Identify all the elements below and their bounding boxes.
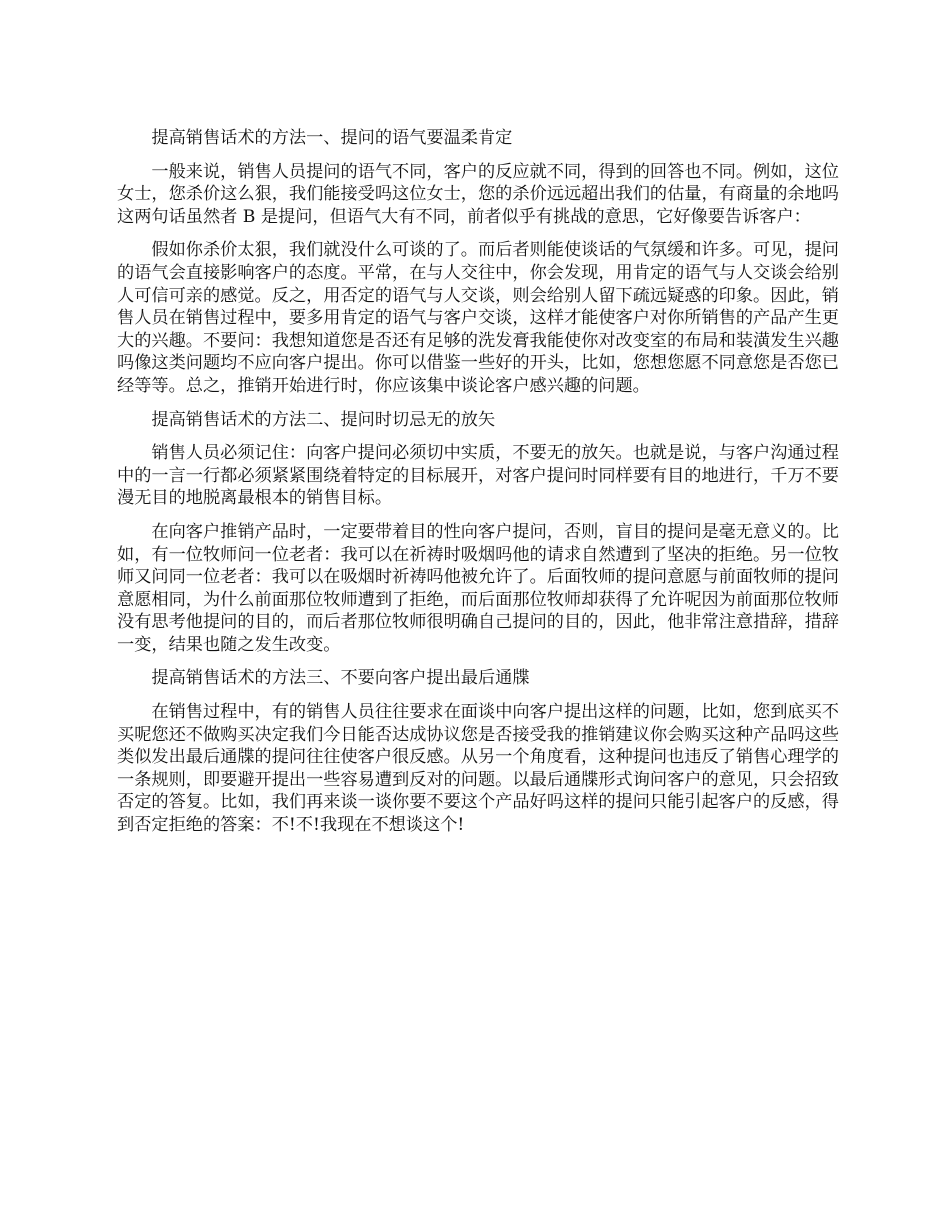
paragraph: 在向客户推销产品时，一定要带着目的性向客户提问，否则，盲目的提问是毫无意义的。比如，有一位牧师问一位老者：我可以在祈祷时吸烟吗他的请求自然遭到了坚决的拒绝。另一位牧师又问同一位老者：我可以在吸烟时祈祷吗他被允许了。后面牧师的提问意愿与前面牧师的提问意愿相同，为什么前面那位牧师遭到了拒绝，而后面那位牧师却获得了允许呢因为前面那位牧师没有思考他提问的目的，而后者那位牧师很明确自己提问的目的，因此，他非常注意措辞，措辞一变，结果也随之发生改变。 bbox=[117, 521, 839, 655]
paragraph: 一般来说，销售人员提问的语气不同，客户的反应就不同，得到的回答也不同。例如，这位女士，您杀价这么狠，我们能接受吗这位女士，您的杀价远远超出我们的估量，有商量的余地吗这两句话虽然者 B 是提问，但语气大有不同，前者似乎有挑战的意思，它好像要告诉客户： bbox=[117, 161, 839, 227]
section-heading-1: 提高销售话术的方法一、提问的语气要温柔肯定 bbox=[151, 128, 513, 148]
section-heading-3: 提高销售话术的方法三、不要向客户提出最后通牒 bbox=[151, 668, 530, 689]
document-body bbox=[117, 127, 839, 848]
paragraph: 在销售过程中，有的销售人员往往要求在面谈中向客户提出这样的问题，比如，您到底买不买呢您还不做购买决定我们今日能否达成协议您是否接受我的推销建议你会购买这种产品吗这些类似发出最后通牒的提问往往使客户很反感。从另一个角度看，这种提问也违反了销售心理学的一条规则，即要避开提出一些容易遭到反对的问题。以最后通牒形式询问客户的意见，只会招致否定的答复。比如，我们再来谈一谈你要不要这个产品好吗这样的提问只能引起客户的反感，得到否定拒绝的答案：不!不!我现在不想谈这个! bbox=[117, 702, 839, 836]
section-heading-2: 提高销售话术的方法二、提问时切忌无的放矢 bbox=[151, 409, 496, 430]
paragraph: 销售人员必须记住：向客户提问必须切中实质，不要无的放矢。也就是说，与客户沟通过程中的一言一行都必须紧紧围绕着特定的目标展开，对客户提问时同样要有目的地进行，千万不要漫无目的地脱离最根本的销售目标。 bbox=[117, 443, 839, 509]
paragraph: 假如你杀价太狠，我们就没什么可谈的了。而后者则能使谈话的气氛缓和许多。可见，提问的语气会直接影响客户的态度。平常，在与人交往中，你会发现，用肯定的语气与人交谈会给别人可信可亲的感觉。反之，用否定的语气与人交谈，则会给别人留下疏远疑惑的印象。因此，销售人员在销售过程中，要多用肯定的语气与客户交谈，这样才能使客户对你所销售的产品产生更大的兴趣。不要问：我想知道您是否还有足够的洗发膏我能使你对改变室的布局和装潢发生兴趣吗像这类问题均不应向客户提出。你可以借鉴一些好的开头，比如，您想您愿不同意您是否您已经等等。总之，推销开始进行时，你应该集中谈论客户感兴趣的问题。 bbox=[117, 240, 839, 396]
